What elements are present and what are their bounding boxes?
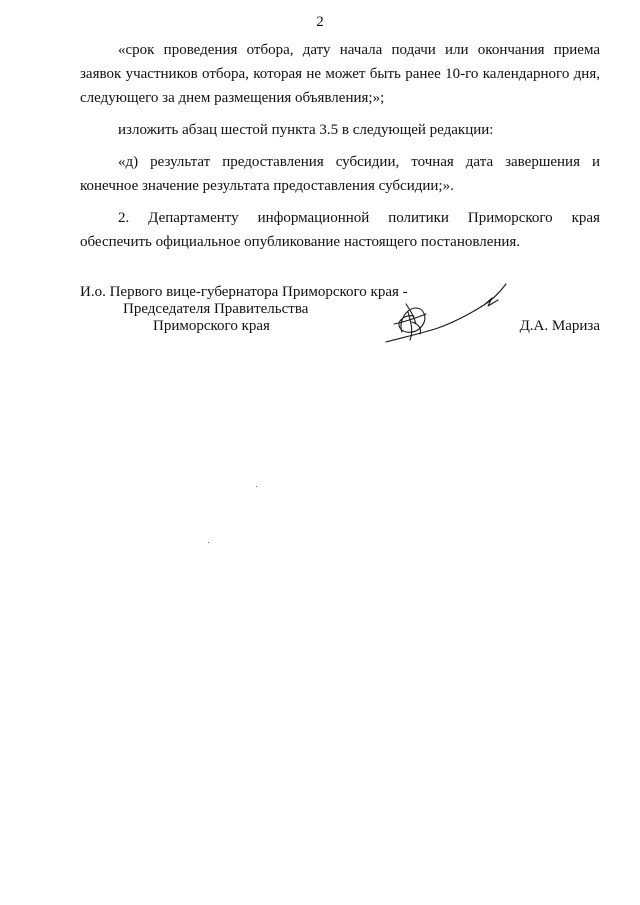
word: политики	[388, 210, 449, 226]
signatory-title-line1: И.о. Первого вице-губернатора Приморского края -	[80, 284, 408, 300]
signatory-title-line2: Председателя Правительства	[123, 301, 309, 317]
scan-speck	[256, 486, 257, 487]
paragraph-subsidy-result: «д) результат предоставления субсидии, точная дата завершения и конечное значение результата предоставления субсидии;».	[80, 154, 600, 194]
scan-speck	[208, 542, 209, 543]
paragraph-selection-deadline: «срок проведения отбора, дату начала подачи или окончания приема заявок участников отбора, которая не может быть ранее 10-го календарного дня, следующего за днем размещения объявления;»;	[80, 42, 600, 106]
document-body	[80, 38, 600, 254]
item-number: 2.	[118, 210, 130, 226]
paragraph-publication-continuation: обеспечить официальное опубликование настоящего постановления.	[80, 234, 521, 250]
word: края	[571, 210, 600, 226]
page-number: 2	[316, 14, 324, 30]
paragraph-amend-instruction: изложить абзац шестой пункта 3.5 в следующей редакции:	[118, 122, 494, 138]
signatory-name: Д.А. Мариза	[519, 318, 600, 334]
word: Департаменту	[148, 210, 239, 226]
word: Приморского	[467, 210, 553, 226]
handwritten-signature	[380, 278, 510, 348]
word: информационной	[257, 210, 370, 226]
paragraph-publication-first-line	[80, 206, 600, 230]
signatory-title-line3: Приморского края	[153, 318, 270, 334]
